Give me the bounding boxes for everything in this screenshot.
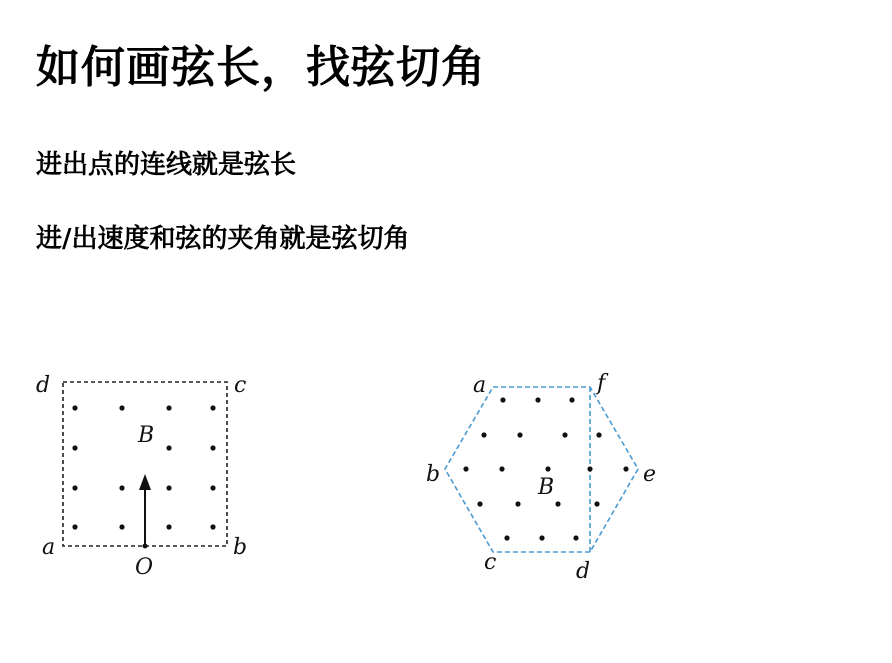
label-c: c: [234, 373, 247, 398]
field-dot: [504, 535, 509, 540]
label-b: b: [233, 535, 248, 560]
statement-chord-tangent-angle: 进/出速度和弦的夹角就是弦切角: [36, 224, 410, 254]
field-dot: [463, 466, 468, 471]
field-dot: [539, 535, 544, 540]
statement-chord-length: 进出点的连线就是弦长: [36, 150, 297, 180]
magnetic-field-dots: [463, 397, 628, 540]
field-dot: [517, 432, 522, 437]
label-field-b: B: [138, 423, 155, 448]
field-dot: [535, 397, 540, 402]
label-d: d: [36, 373, 51, 398]
label-a: a: [473, 373, 487, 398]
field-dot: [481, 432, 486, 437]
field-dot: [477, 501, 482, 506]
field-dot: [500, 397, 505, 402]
field-dot: [594, 501, 599, 506]
label-field-b: B: [538, 475, 555, 500]
field-dot: [499, 466, 504, 471]
field-dot: [569, 397, 574, 402]
field-dot: [623, 466, 628, 471]
field-dot: [587, 466, 592, 471]
label-o: O: [135, 555, 154, 580]
field-dot: [573, 535, 578, 540]
field-dot: [562, 432, 567, 437]
field-dot: [515, 501, 520, 506]
hexagon-boundary: [445, 387, 638, 552]
field-dot: [596, 432, 601, 437]
label-e: e: [643, 462, 657, 487]
field-dot: [545, 466, 550, 471]
field-dot: [555, 501, 560, 506]
slide-title: 如何画弦长，找弦切角: [36, 42, 486, 93]
label-d: d: [576, 559, 591, 584]
label-a: a: [42, 535, 56, 560]
label-b: b: [426, 462, 441, 487]
label-c: c: [484, 550, 497, 575]
label-f: f: [597, 371, 606, 396]
